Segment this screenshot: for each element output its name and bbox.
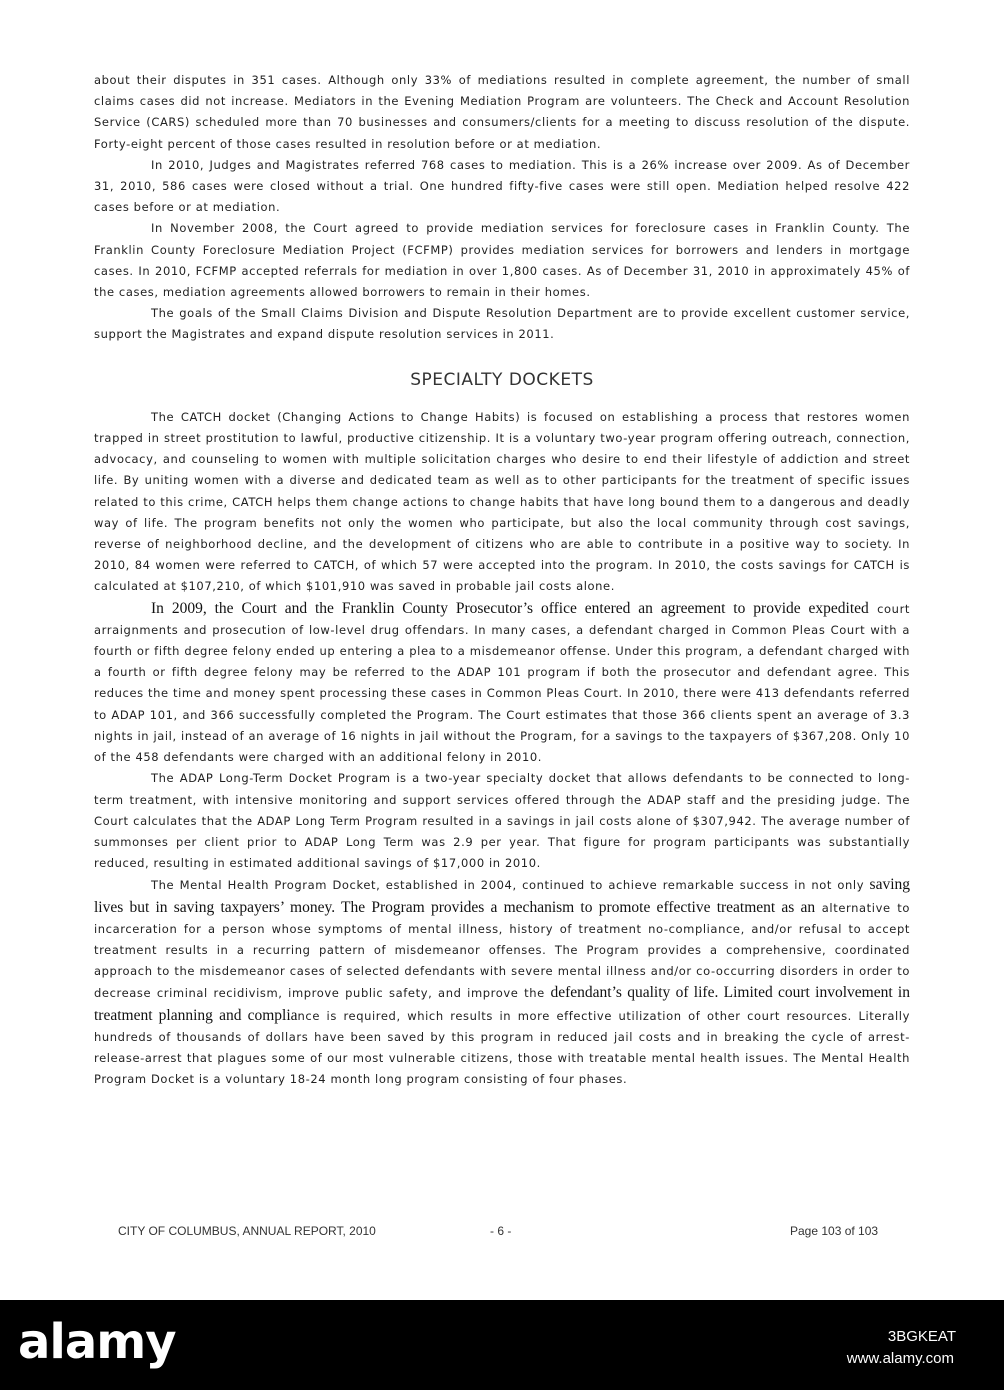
paragraph-mediation-results: about their disputes in 351 cases. Although only 33% of mediations resulted in complete agreement, the number of small claims cases did not increase. Mediators in the Evening Mediation Program are volunteers. The Check and Account Resolution Service (CARS) scheduled more than 70 businesses and consumers/clients for a meeting to discuss resolution of the dispute. Forty-eight percent of those cases resulted in resolution before or at mediation. <box>94 73 910 151</box>
watermark-banner <box>0 1300 1004 1390</box>
footer-report-title: CITY OF COLUMBUS, ANNUAL REPORT, 2010 <box>118 1224 376 1238</box>
paragraph-mental-health <box>94 874 910 1090</box>
mh-serif-1: saving lives but in saving taxpayers’ money. The Program provides a mechanism to promote effective treatment as an <box>94 876 910 916</box>
alamy-logo: alamy <box>18 1314 176 1370</box>
adap-serif-lead: In 2009, the Court and the Franklin County Prosecutor’s office entered an agreement to provide expedited <box>151 599 869 617</box>
image-id: 3BGKEAT <box>887 1328 956 1345</box>
mh-part-1: The Mental Health Program Docket, established in 2004, continued to achieve remarkable success in not only <box>151 878 865 893</box>
paragraph-catch-docket: The CATCH docket (Changing Actions to Change Habits) is focused on establishing a process that restores women trapped in street prostitution to lawful, productive citizenship. It is a voluntary two-year program offering outreach, connection, advocacy, and counseling to women with multiple solicitation charges who desire to end their lifestyle of addiction and street life. By uniting women with a diverse and dedicated team as well as to other participants for the treatment of specific issues related to this crime, CATCH helps them change actions to change habits that have long bound them to a dangerous and deadly way of life. The program benefits not only the women who participate, but also the local community through cost savings, reverse of neighborhood decline, and the development of citizens who are able to contribute in a positive way to society. In 2010, 84 women were referred to CATCH, of which 57 were accepted into the program. In 2010, the costs savings for CATCH is calculated at $107,210, of which $101,910 was saved in probable jail costs alone. <box>94 409 910 594</box>
paragraph-foreclosure-mediation: In November 2008, the Court agreed to provide mediation services for foreclosure cases in Franklin County. The Franklin County Foreclosure Mediation Project (FCFMP) provides mediation services for borrowers and lenders in mortgage cases. In 2010, FCFMP accepted referrals for mediation in over 1,800 cases. As of December 31, 2010 in approximately 45% of the cases, mediation agreements allowed borrowers to remain in their homes. <box>94 221 910 300</box>
paragraph-adap-101 <box>94 598 910 769</box>
page-footer <box>0 1224 1004 1244</box>
mh-part-3: nce is required, which results in more effective utilization of other court resources. Literally hundreds of thousands of dollars have been saved by this program in reduced jail costs and in breaking the cycle of arrest-release-arrest that plagues some of our most vulnerable citizens, those with treatable mental health issues. The Mental Health Program Docket is a voluntary 18-24 month long program consisting of four phases. <box>94 1008 911 1087</box>
adap-rest: court arraignments and prosecution of low-level drug offendars. In many cases, a defendant charged in Common Pleas Court with a fourth or fifth degree felony ended up entering a plea to a misdemeanor offense. Under this program, a defendant charged with a fourth or fifth degree felony may be referred to the ADAP 101 program if both the prosecutor and defendant agree. This reduces the time and money spent processing these cases in Common Pleas Court. In 2010, there were 413 defendants referred to ADAP 101, and 366 successfully completed the Program. The Court estimates that those 366 clients spent an average of 3.3 nights in jail, instead of an average of 16 nights in jail without the Program, for a savings to the taxpayers of $367,208. Only 10 of the 458 defendants were charged with an additional felony in 2010. <box>94 601 911 765</box>
report-body <box>94 70 910 1090</box>
paragraph-adap-long-term: The ADAP Long-Term Docket Program is a two-year specialty docket that allows defendants to be connected to long-term treatment, with intensive monitoring and support services offered through the ADAP staff and the presiding judge. The Court calculates that the ADAP Long Term Program resulted in a savings in jail costs alone of $307,942. The average number of summonses per client prior to ADAP Long Term was 2.9 per year. That figure for program participants was substantially reduced, resulting in estimated additional savings of $17,000 in 2010. <box>94 771 910 871</box>
mh-part-2: alternative to incarceration for a person whose symptoms of mental illness, history of treatment no-compliance, and/or refusal to accept treatment results in a recurring pattern of misdemeanor offenses. The Program provides a comprehensive, coordinated approach to the misdemeanor cases of selected defendants with severe mental illness and/or co-occurring disorders in order to decrease criminal recidivism, improve public safety, and improve the <box>94 900 910 1001</box>
site-url: www.alamy.com <box>846 1350 954 1367</box>
mh-serif-2: defendant’s quality of life. Limited court involvement in treatment planning and complia <box>94 984 910 1024</box>
footer-page-count: Page 103 of 103 <box>790 1224 879 1238</box>
paragraph-goals: The goals of the Small Claims Division and Dispute Resolution Department are to provide excellent customer service, support the Magistrates and expand dispute resolution services in 2011. <box>94 306 910 342</box>
section-title: SPECIALTY DOCKETS <box>410 369 594 390</box>
paragraph-2010-referrals: In 2010, Judges and Magistrates referred 768 cases to mediation. This is a 26% increase over 2009. As of December 31, 2010, 586 cases were closed without a trial. One hundred fifty-five cases were still open. Mediation helped resolve 422 cases before or at mediation. <box>94 157 910 215</box>
footer-page-number: - 6 - <box>490 1224 512 1238</box>
